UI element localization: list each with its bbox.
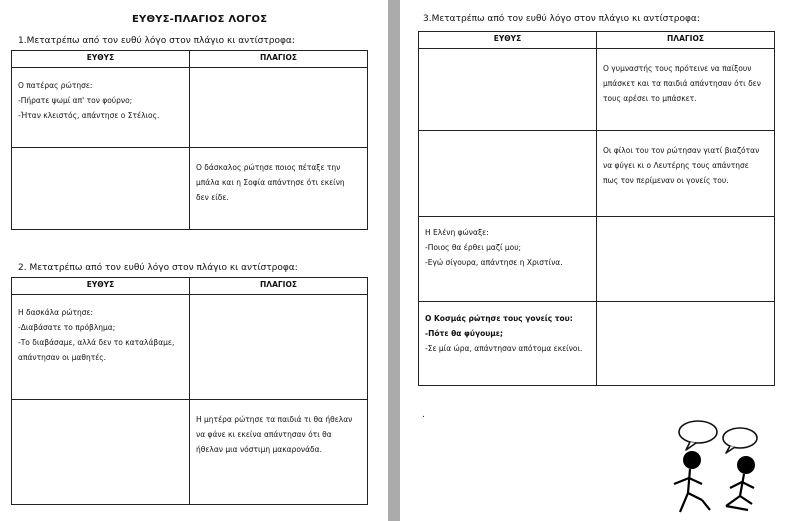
section1-table (11, 50, 368, 230)
text-line: μπάλα και η Σοφία απάντησε ότι εκείνη (196, 178, 345, 187)
text-line: μπάσκετ και τα παιδιά απάντησαν ότι δεν (603, 79, 761, 88)
trailing-dot: . (422, 410, 425, 420)
text-line: δεν είδε. (196, 193, 229, 202)
section3-row4-direct (419, 302, 597, 386)
text-line: Οι φίλοι του τον ρώτησαν γιατί βιαζόταν (603, 146, 760, 155)
text-line: Ο γυμναστής τους πρότεινε να παίξουν (603, 64, 752, 73)
section2-row1-direct (12, 295, 190, 400)
text-line: -Πότε θα φύγουμε; (425, 329, 503, 338)
worksheet-title: ΕΥΘΥΣ-ΠΛΑΓΙΟΣ ΛΟΓΟΣ (132, 14, 268, 25)
text-line: Η Ελένη φώναξε: (425, 228, 489, 237)
section3-row3-direct (419, 217, 597, 302)
section1-heading: 1.Μετατρέπω από τον ευθύ λόγο στον πλάγιο κι αντίστροφα: (18, 36, 295, 46)
section2-row2-indirect (190, 400, 368, 505)
section1-header-direct: ΕΥΘΥΣ (12, 51, 190, 68)
section3-row1-indirect (597, 49, 775, 131)
text-line: Η δασκάλα ρώτησε: (18, 308, 94, 317)
text-line: Ο δάσκαλος ρώτησε ποιος πέταξε την (196, 163, 341, 172)
text-line: -Εγώ σίγουρα, απάντησε η Χριστίνα. (425, 258, 563, 267)
section3-row2-direct-blank (419, 131, 597, 217)
text-line: να φάνε κι εκείνα απάντησαν ότι θα (196, 430, 332, 439)
section1-header-indirect: ΠΛΑΓΙΟΣ (190, 51, 368, 68)
worksheet-page-left (0, 0, 388, 521)
text-line: -Σε μία ώρα, απάντησαν απότομα εκείνοι. (425, 344, 583, 353)
two-stick-figures-talking-icon (660, 418, 790, 518)
section2-heading: 2. Μετατρέπω από τον ευθύ λόγο στον πλάγιο κι αντίστροφα: (18, 263, 298, 273)
text-line: Ο Κοσμάς ρώτησε τους γονείς του: (425, 314, 573, 323)
section3-header-direct: ΕΥΘΥΣ (419, 32, 597, 49)
worksheet-page-right (400, 0, 790, 521)
section3-row3-indirect-blank (597, 217, 775, 302)
section3-heading: 3.Μετατρέπω από τον ευθύ λόγο στον πλάγιο κι αντίστροφα: (423, 14, 700, 24)
section1-row1-indirect-blank (190, 68, 368, 148)
section2-header-direct: ΕΥΘΥΣ (12, 278, 190, 295)
section3-header-indirect: ΠΛΑΓΙΟΣ (597, 32, 775, 49)
section1-row2-indirect (190, 148, 368, 230)
text-line: πως τον περίμεναν οι γονείς του. (603, 176, 729, 185)
text-line: -Ποιος θα έρθει μαζί μου; (425, 243, 522, 252)
section3-table (418, 31, 775, 386)
text-line: -Ήταν κλειστός, απάντησε ο Στέλιος. (18, 111, 160, 120)
text-line: -Διαβάσατε το πρόβλημα; (18, 323, 116, 332)
section2-row1-indirect-blank (190, 295, 368, 400)
text-line: να φύγει κι ο Λευτέρης τους απάντησε (603, 161, 749, 170)
text-line: τους αρέσει το μπάσκετ. (603, 94, 697, 103)
text-line: -Πήρατε ψωμί απ' τον φούρνο; (18, 96, 133, 105)
text-line: Ο πατέρας ρώτησε: (18, 81, 93, 90)
text-line: απάντησαν οι μαθητές. (18, 353, 107, 362)
section2-header-indirect: ΠΛΑΓΙΟΣ (190, 278, 368, 295)
text-line: ήθελαν μια νόστιμη μακαρονάδα. (196, 445, 322, 454)
section3-row1-direct-blank (419, 49, 597, 131)
section1-row1-direct (12, 68, 190, 148)
section3-row2-indirect (597, 131, 775, 217)
section2-table (11, 277, 368, 505)
section1-row2-direct-blank (12, 148, 190, 230)
text-line: -Το διαβάσαμε, αλλά δεν το καταλάβαμε, (18, 338, 175, 347)
section3-row4-indirect-blank (597, 302, 775, 386)
text-line: Η μητέρα ρώτησε τα παιδιά τι θα ήθελαν (196, 415, 353, 424)
section2-row2-direct-blank (12, 400, 190, 505)
